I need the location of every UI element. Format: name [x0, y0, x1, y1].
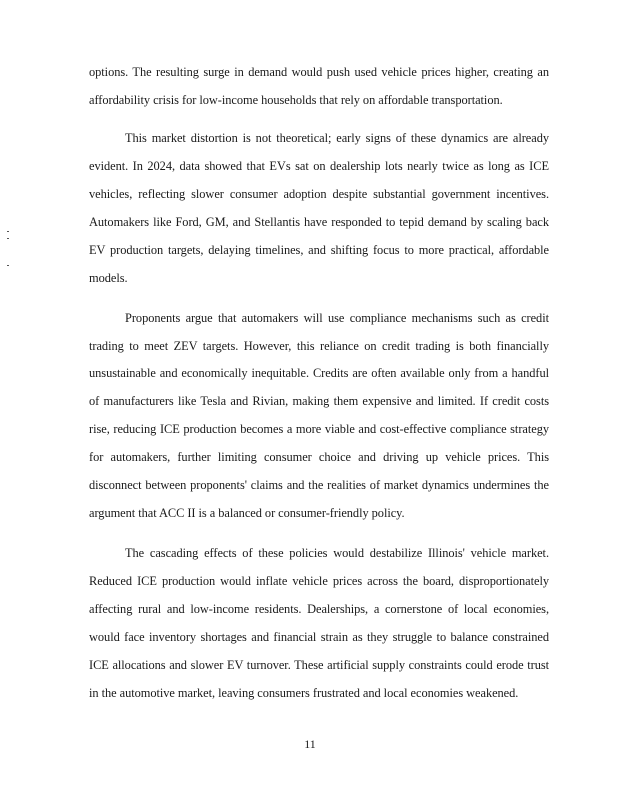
text-line: models.: [89, 271, 128, 285]
text-line: would face inventory shortages and financial strain as they struggle to balance constrained: [89, 630, 549, 644]
text-line: The cascading effects of these policies would destabilize Illinois' vehicle market.: [125, 546, 549, 560]
text-line: ICE allocations and slower EV turnover. These artificial supply constraints could erode trust: [89, 658, 549, 672]
page-number: 11: [304, 737, 316, 751]
text-line: vehicles, reflecting slower consumer adoption despite substantial government incentives.: [89, 187, 549, 201]
scan-speck: [7, 238, 9, 239]
text-line: Reduced ICE production would inflate vehicle prices across the board, disproportionately: [89, 574, 549, 588]
text-line: EV production targets, delaying timelines, and shifting focus to more practical, affordable: [89, 243, 549, 257]
scan-speck: [7, 231, 9, 232]
text-line: of manufacturers like Tesla and Rivian, making them expensive and limited. If credit costs: [89, 394, 549, 408]
text-line: disconnect between proponents' claims and the realities of market dynamics undermines the: [89, 478, 549, 492]
text-line: unsustainable and economically inequitable. Credits are often available only from a handful: [89, 366, 549, 380]
text-line: argument that ACC II is a balanced or consumer-friendly policy.: [89, 506, 405, 520]
text-line: Proponents argue that automakers will use compliance mechanisms such as credit: [125, 311, 549, 325]
text-line: affordability crisis for low-income households that rely on affordable transportation.: [89, 93, 503, 107]
text-line: affecting rural and low-income residents. Dealerships, a cornerstone of local economies,: [89, 602, 549, 616]
text-line: options. The resulting surge in demand would push used vehicle prices higher, creating an: [89, 65, 549, 79]
scan-speck: [7, 265, 9, 266]
text-line: evident. In 2024, data showed that EVs sat on dealership lots nearly twice as long as ICE: [89, 159, 549, 173]
text-line: rise, reducing ICE production becomes a more viable and cost-effective compliance strategy: [89, 422, 549, 436]
text-line: for automakers, further limiting consumer choice and driving up vehicle prices. This: [89, 450, 549, 464]
text-line: Automakers like Ford, GM, and Stellantis have responded to tepid demand by scaling back: [89, 215, 549, 229]
text-line: in the automotive market, leaving consumers frustrated and local economies weakened.: [89, 686, 519, 700]
text-line: This market distortion is not theoretical; early signs of these dynamics are already: [125, 131, 549, 145]
text-line: trading to meet ZEV targets. However, this reliance on credit trading is both financially: [89, 339, 549, 353]
